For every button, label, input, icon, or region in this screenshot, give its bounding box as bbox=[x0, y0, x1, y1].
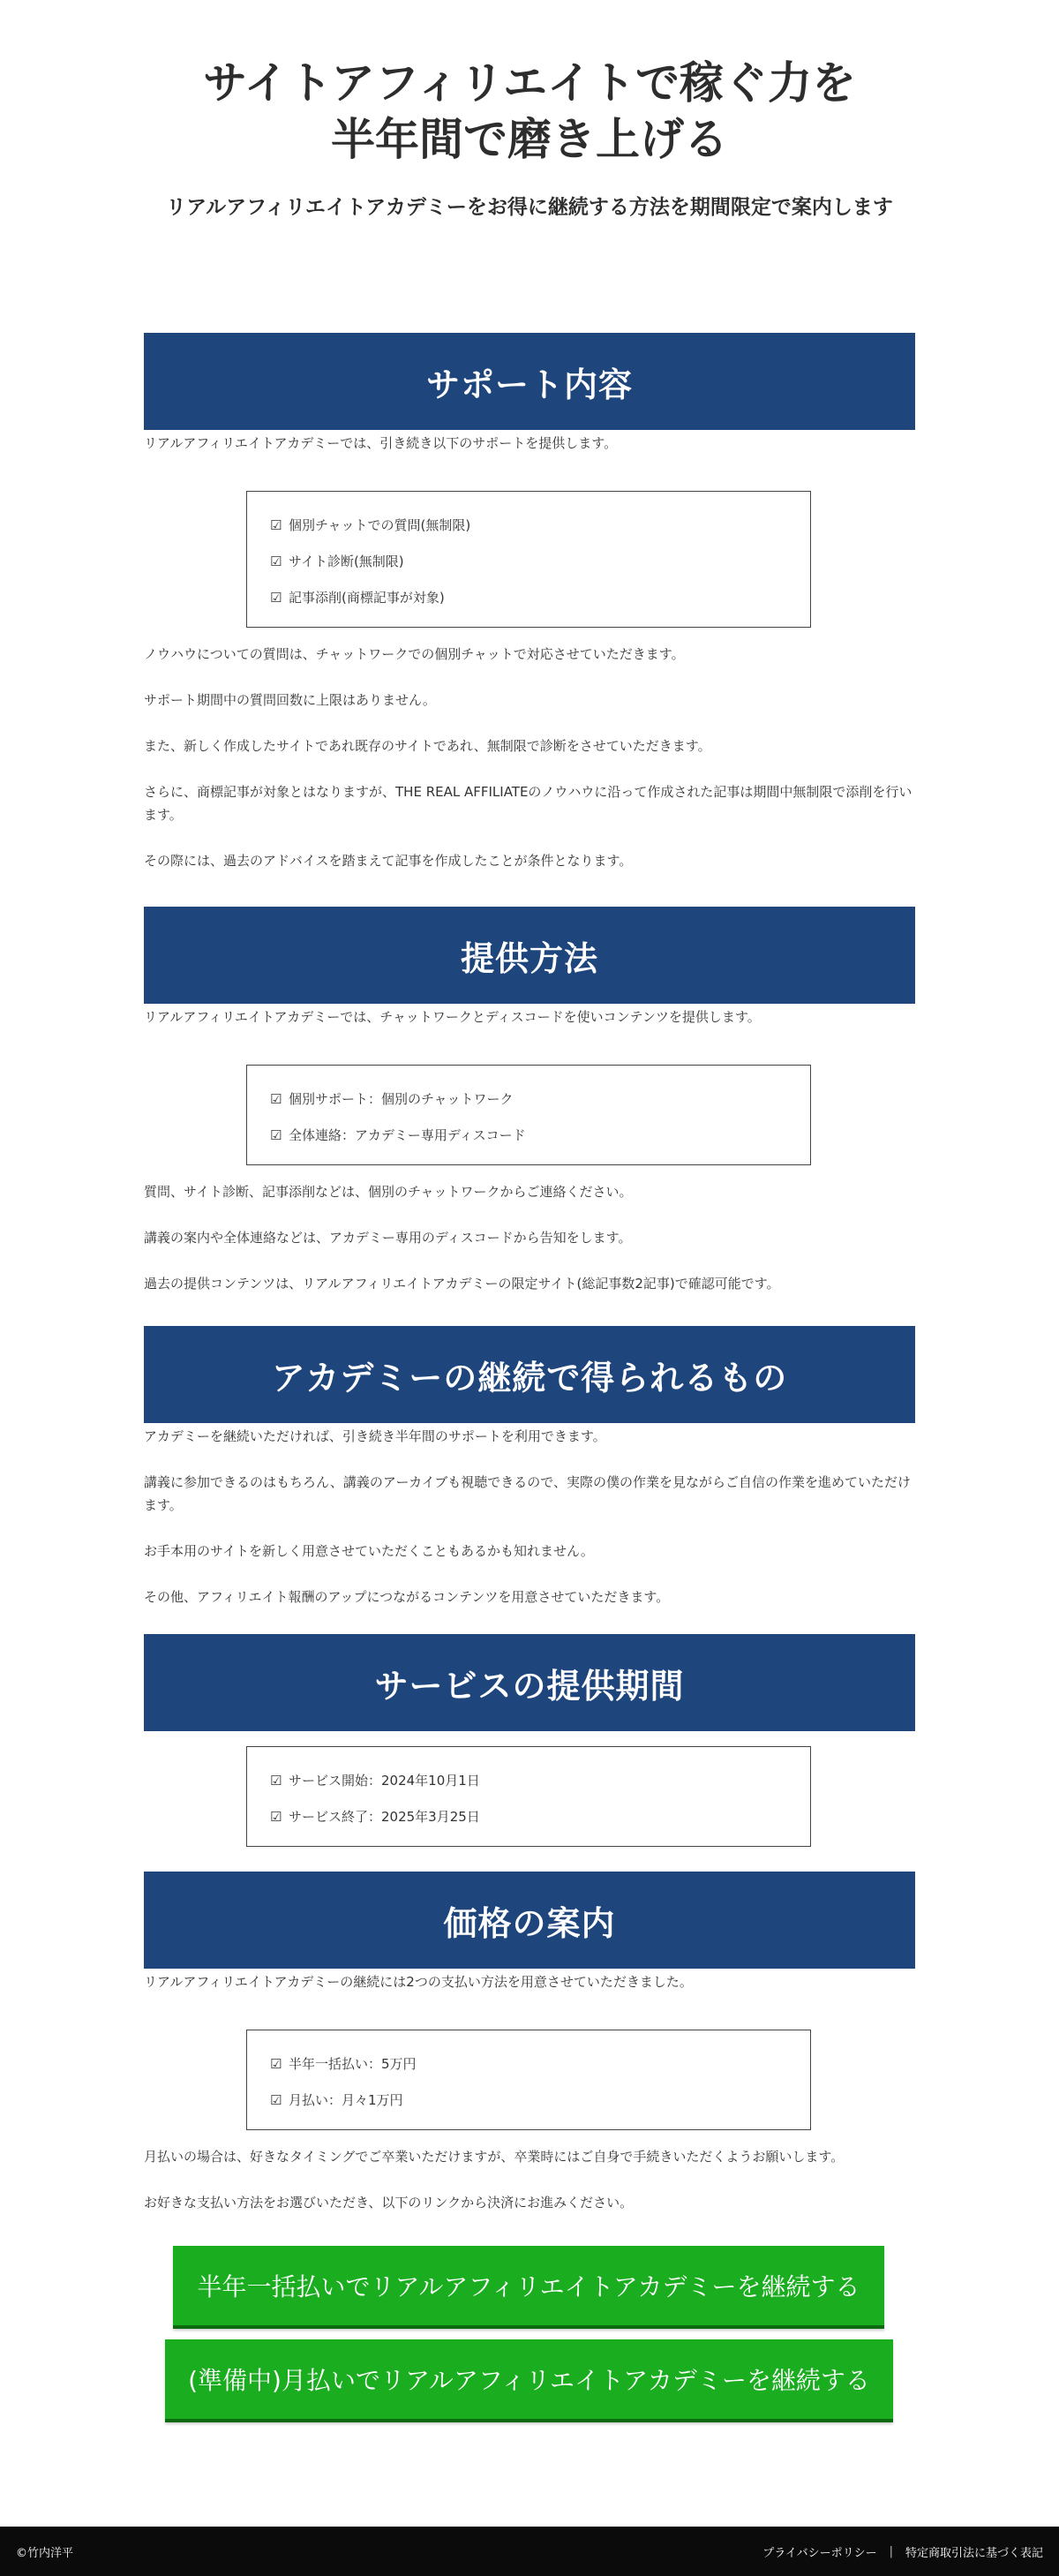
price-section bbox=[144, 1872, 915, 2214]
footer bbox=[0, 2527, 1059, 2576]
privacy-policy-link[interactable]: プライバシーポリシー bbox=[762, 2546, 877, 2560]
method-box bbox=[246, 1065, 811, 1165]
benefits-section bbox=[144, 1326, 915, 1608]
list-item: ☑ 記事添削(商標記事が対象) bbox=[270, 590, 445, 606]
list-item: ☑ サイト診断(無制限) bbox=[270, 554, 404, 569]
legal-notice-link[interactable]: 特定商取引法に基づく表記 bbox=[905, 2546, 1043, 2560]
list-item: ☑ 半年一括払い：5万円 bbox=[270, 2056, 417, 2072]
period-box bbox=[246, 1746, 811, 1847]
price-box bbox=[246, 2030, 811, 2130]
support-heading: サポート内容 bbox=[144, 333, 915, 430]
method-para: 講義の案内や全体連絡などは、アカデミー専用のディスコードから告知をします。 bbox=[144, 1230, 632, 1246]
support-box bbox=[246, 491, 811, 628]
lump-sum-cta-button[interactable]: 半年一括払いでリアルアフィリエイトアカデミーを継続する bbox=[173, 2246, 884, 2329]
hero-title bbox=[0, 55, 1059, 168]
check-square-icon: ☑ bbox=[270, 1773, 282, 1789]
check-square-icon: ☑ bbox=[270, 1127, 282, 1143]
price-heading: 価格の案内 bbox=[144, 1872, 915, 1969]
footer-copyright: ©竹内洋平 bbox=[16, 2546, 74, 2560]
check-square-icon: ☑ bbox=[270, 554, 282, 569]
hero-title-line1: サイトアフィリエイトで稼ぐ力を bbox=[203, 57, 856, 109]
period-heading: サービスの提供期間 bbox=[144, 1634, 915, 1731]
list-item: ☑ サービス終了：2025年3月25日 bbox=[270, 1809, 480, 1825]
hero bbox=[0, 0, 1059, 220]
support-para: その際には、過去のアドバイスを踏まえて記事を作成したことが条件となります。 bbox=[144, 853, 633, 869]
period-section bbox=[144, 1634, 915, 1847]
monthly-cta-button[interactable]: (準備中)月払いでリアルアフィリエイトアカデミーを継続する bbox=[165, 2339, 893, 2422]
price-intro: リアルアフィリエイトアカデミーの継続には2つの支払い方法を用意させていただきました。 bbox=[144, 1974, 693, 1990]
support-para: サポート期間中の質問回数に上限はありません。 bbox=[144, 692, 436, 708]
check-square-icon: ☑ bbox=[270, 2056, 282, 2072]
method-section bbox=[144, 907, 915, 1295]
benefits-para: お手本用のサイトを新しく用意させていただくこともあるかも知れません。 bbox=[144, 1543, 594, 1559]
method-para: 過去の提供コンテンツは、リアルアフィリエイトアカデミーの限定サイト(総記事数2記事)で確認可能です。 bbox=[144, 1276, 780, 1292]
footer-links bbox=[762, 2543, 1043, 2560]
check-square-icon: ☑ bbox=[270, 1091, 282, 1107]
method-intro: リアルアフィリエイトアカデミーでは、チャットワークとディスコードを使いコンテンツを提供します。 bbox=[144, 1009, 761, 1025]
hero-title-line2: 半年間で磨き上げる bbox=[331, 114, 728, 165]
benefits-para: アカデミーを継続いただければ、引き続き半年間のサポートを利用できます。 bbox=[144, 1428, 606, 1444]
benefits-para: 講義に参加できるのはもちろん、講義のアーカイブも視聴できるので、実際の僕の作業を見ながらご自信の作業を進めていただけます。 bbox=[144, 1474, 911, 1513]
list-item: ☑ 個別サポート：個別のチャットワーク bbox=[270, 1091, 514, 1107]
support-intro: リアルアフィリエイトアカデミーでは、引き続き以下のサポートを提供します。 bbox=[144, 435, 618, 451]
support-para: ノウハウについての質問は、チャットワークでの個別チャットで対応させていただきます。 bbox=[144, 646, 685, 662]
method-heading: 提供方法 bbox=[144, 907, 915, 1004]
check-square-icon: ☑ bbox=[270, 1809, 282, 1825]
check-square-icon: ☑ bbox=[270, 590, 282, 606]
benefits-para: その他、アフィリエイト報酬のアップにつながるコンテンツを用意させていただきます。 bbox=[144, 1589, 670, 1605]
check-square-icon: ☑ bbox=[270, 517, 282, 533]
hero-subtitle: リアルアフィリエイトアカデミーをお得に継続する方法を期間限定で案内します bbox=[166, 196, 893, 219]
check-square-icon: ☑ bbox=[270, 2092, 282, 2108]
support-para: さらに、商標記事が対象とはなりますが、THE REAL AFFILIATEのノウハウに沿って作成された記事は期間中無制限で添削を行います。 bbox=[144, 784, 913, 823]
list-item: ☑ 月払い：月々1万円 bbox=[270, 2092, 403, 2108]
support-para: また、新しく作成したサイトであれ既存のサイトであれ、無制限で診断をさせていただきます。 bbox=[144, 738, 711, 754]
list-item: ☑ サービス開始：2024年10月1日 bbox=[270, 1773, 480, 1789]
list-item: ☑ 全体連絡：アカデミー専用ディスコード bbox=[270, 1127, 526, 1143]
method-para: 質問、サイト診断、記事添削などは、個別のチャットワークからご連絡ください。 bbox=[144, 1184, 633, 1200]
price-para: お好きな支払い方法をお選びいただき、以下のリンクから決済にお進みください。 bbox=[144, 2195, 634, 2211]
footer-separator: | bbox=[889, 2544, 893, 2558]
benefits-heading: アカデミーの継続で得られるもの bbox=[144, 1326, 915, 1423]
list-item: ☑ 個別チャットでの質問(無制限) bbox=[270, 517, 471, 533]
price-para: 月払いの場合は、好きなタイミングでご卒業いただけますが、卒業時にはご自身で手続きいただくようお願いします。 bbox=[144, 2149, 845, 2165]
support-section bbox=[144, 333, 915, 872]
